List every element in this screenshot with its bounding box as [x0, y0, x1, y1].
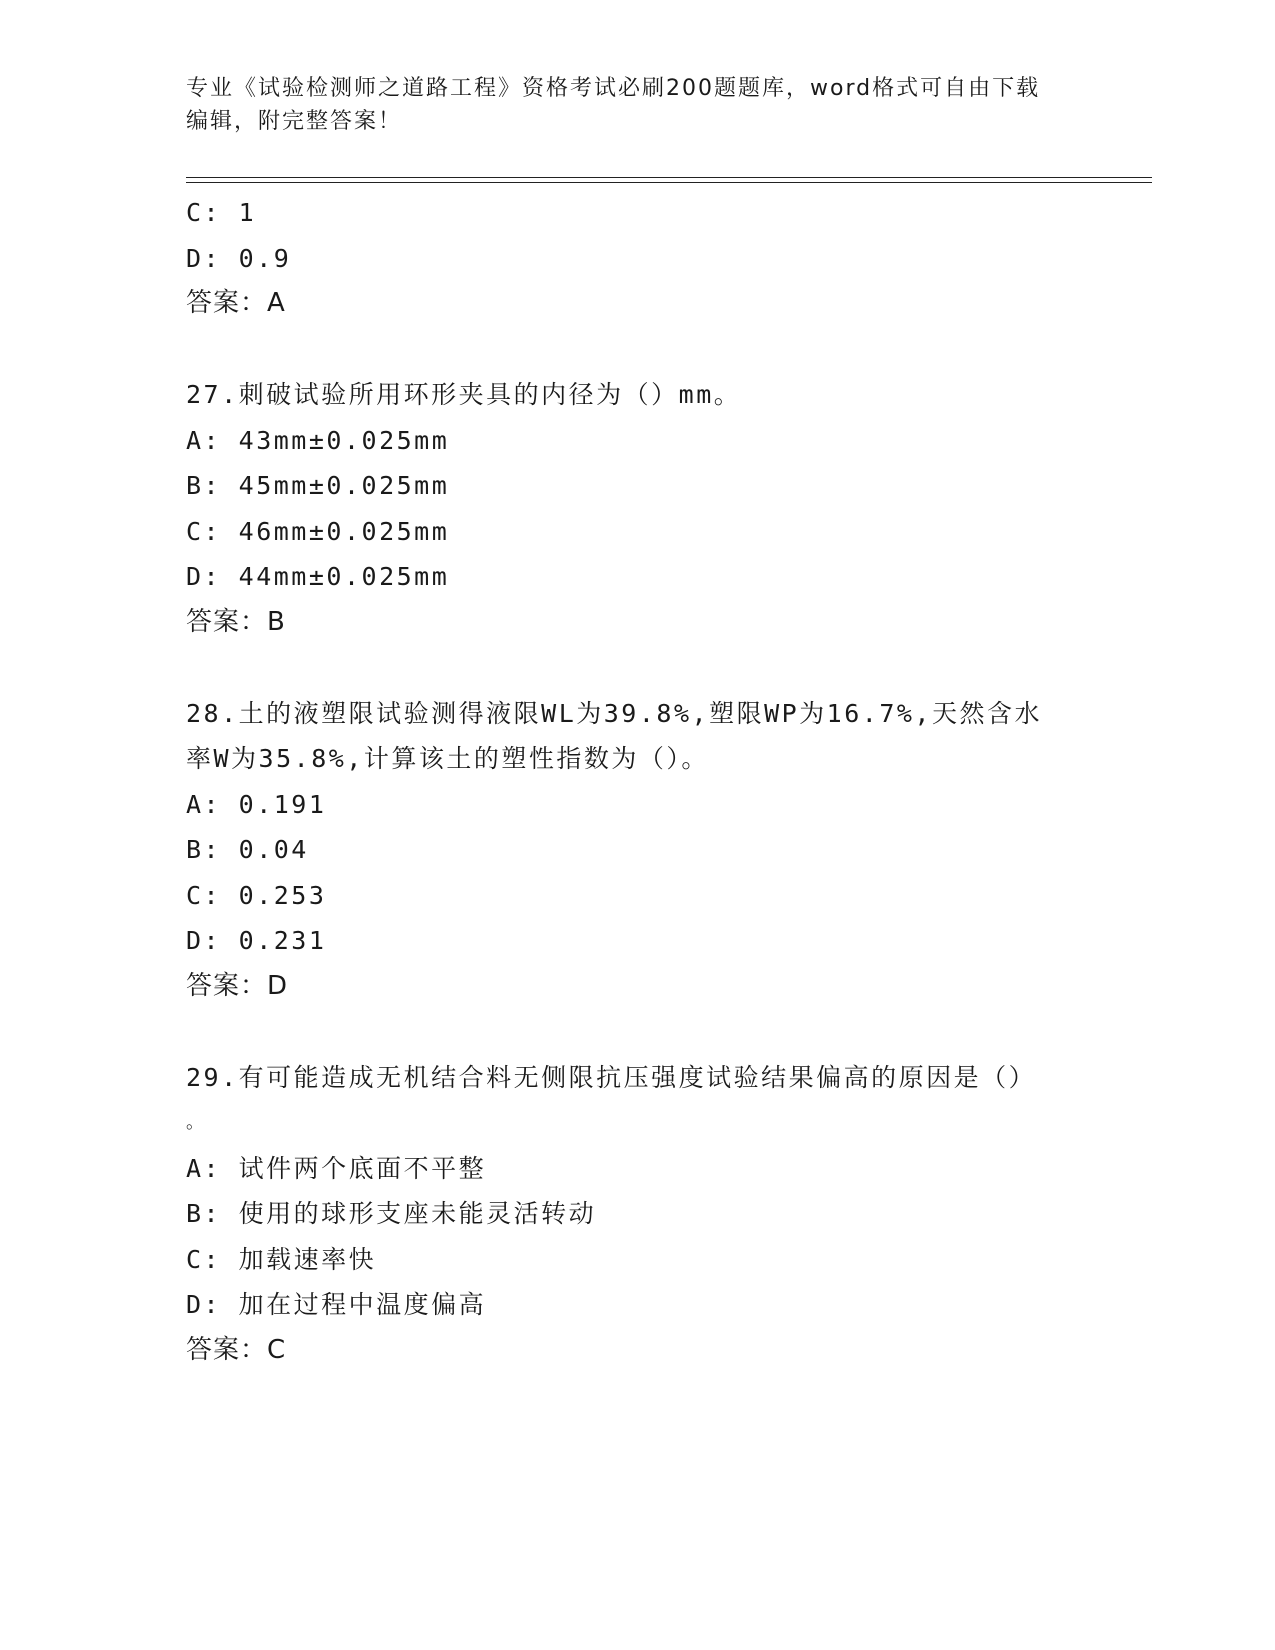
spacer [186, 327, 1086, 373]
question-28 [186, 691, 1086, 1010]
answer-line: 答案：C [186, 1334, 287, 1365]
question-title-line-1: 28.土的液塑限试验测得液限WL为39.8%,塑限WP为16.7%,天然含水 [186, 698, 1042, 728]
question-title-line-2: 率W为35.8%,计算该土的塑性指数为（）。 [186, 744, 709, 773]
question-list [186, 190, 1086, 1373]
header-divider-top [186, 177, 1152, 178]
option-c: C: 加载速率快 [186, 1244, 377, 1274]
header-divider-bottom [186, 182, 1152, 183]
answer-line: 答案：B [186, 606, 286, 637]
option-c: C: 1 [186, 198, 257, 227]
document-header [186, 72, 1066, 138]
question-title-line-1: 29.有可能造成无机结合料无侧限抗压强度试验结果偏高的原因是（） [186, 1062, 1037, 1092]
header-title-line-2: 编辑，附完整答案！ [186, 109, 403, 134]
spacer [186, 645, 1086, 691]
option-c: C: 0.253 [186, 880, 327, 910]
option-d: D: 0.231 [186, 926, 327, 955]
option-a: A: 0.191 [186, 789, 327, 819]
question-26-fragment [186, 190, 1086, 327]
option-d: D: 0.9 [186, 243, 292, 273]
spacer [186, 1009, 1086, 1055]
answer-line: 答案：A [186, 288, 286, 318]
option-a: A: 试件两个底面不平整 [186, 1153, 487, 1183]
option-b: B: 0.04 [186, 835, 309, 864]
option-d: D: 加在过程中温度偏高 [186, 1290, 487, 1319]
answer-line: 答案：D [186, 970, 289, 1001]
option-c: C: 46mm±0.025mm [186, 516, 450, 546]
option-a: A: 43mm±0.025mm [186, 425, 450, 455]
option-b: B: 45mm±0.025mm [186, 471, 450, 500]
option-b: B: 使用的球形支座未能灵活转动 [186, 1199, 597, 1228]
question-29 [186, 1055, 1086, 1374]
option-d: D: 44mm±0.025mm [186, 562, 450, 591]
question-27 [186, 372, 1086, 645]
question-title-line-2: 。 [186, 1112, 207, 1133]
question-title: 27.刺破试验所用环形夹具的内径为（）mm。 [186, 380, 742, 409]
header-title-line-1: 专业《试验检测师之道路工程》资格考试必刷200题题库，word格式可自由下载 [186, 76, 1041, 101]
